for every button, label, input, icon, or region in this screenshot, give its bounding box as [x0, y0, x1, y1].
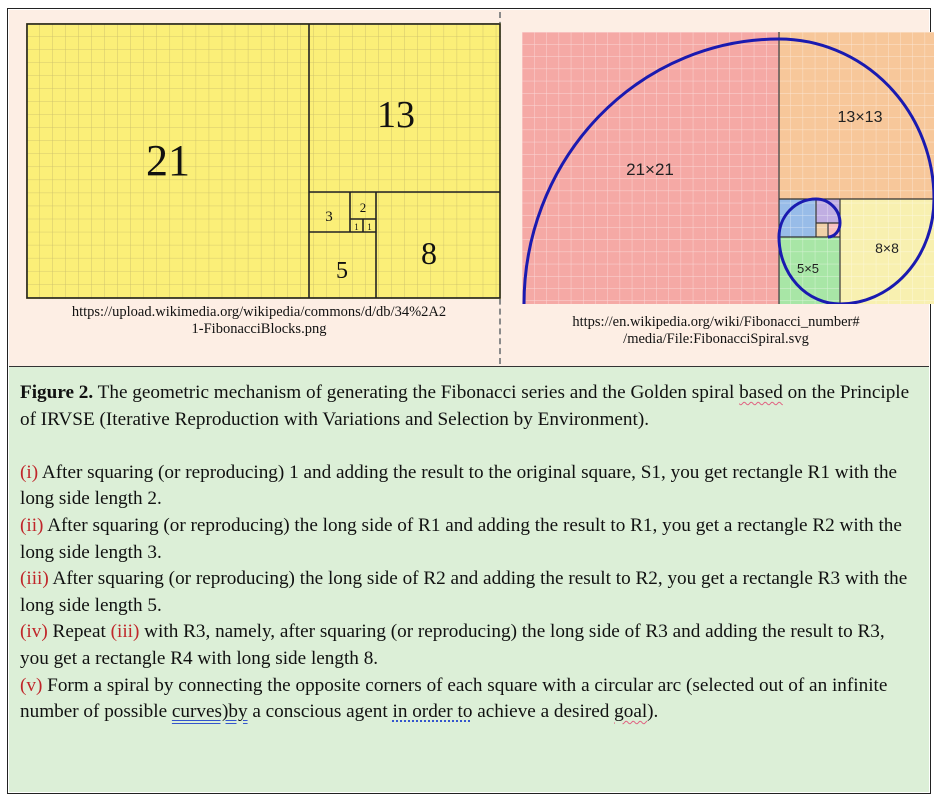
block-label-1a: 1 [354, 222, 359, 232]
item-number: (iv) [20, 621, 48, 643]
grammar-curves: curves)by [171, 701, 248, 723]
block-label-3: 3 [325, 209, 333, 225]
block-label-8: 8 [421, 235, 437, 271]
block-label-13: 13 [377, 94, 415, 136]
caption-item-v: (v) Form a spiral by connecting the opposite corners of each square with a circular arc (selected out of an infinite number of possible curves)by a conscious agent in order to achieve a desired goal). [20, 674, 888, 723]
caption-item-iv: (iv) Repeat (iii) with R3, namely, after squaring (or reproducing) the long side of R3 and adding the result to R3, you get a rectangle R4 with long side length 8. [20, 621, 885, 669]
spiral-label-8: 8×8 [875, 240, 899, 256]
caption-item-iii: (iii) After squaring (or reproducing) the long side of R2 and adding the result to R2, you get a rectangle R3 with the long side length 5. [20, 568, 908, 616]
figure-caption [20, 380, 915, 726]
right-image-source [506, 314, 926, 348]
style-in-order-to: in order to [392, 701, 473, 723]
block-label-5: 5 [336, 258, 348, 284]
spiral-label-21: 21×21 [626, 160, 674, 179]
spellcheck-based: based [739, 382, 783, 403]
left-source-line2: 1-FibonacciBlocks.png [191, 321, 327, 337]
spiral-label-13: 13×13 [837, 109, 883, 126]
item-number: (ii) [20, 514, 44, 536]
spellcheck-goal: goal [614, 701, 648, 723]
right-source-line1: https://en.wikipedia.org/wiki/Fibonacci_number# [572, 314, 860, 330]
left-image-source [20, 304, 498, 338]
fibonacci-blocks-image [26, 23, 501, 299]
item-number: (iii) [20, 568, 49, 590]
caption-item-ii: (ii) After squaring (or reproducing) the long side of R1 and adding the result to R1, you get a rectangle R2 with the long side length 3. [20, 514, 902, 563]
caption-item-i: (i) After squaring (or reproducing) 1 and adding the result to the original square, S1, you get rectangle R1 with the long side length 2. [20, 461, 898, 510]
item-number: (i) [20, 461, 39, 483]
fibonacci-spiral-image [522, 32, 934, 304]
item-reference: (iii) [110, 621, 140, 643]
right-source-line2: /media/File:FibonacciSpiral.svg [623, 331, 809, 347]
figure-label: Figure 2. [20, 382, 94, 403]
spiral-label-5: 5×5 [796, 261, 820, 276]
block-label-1b: 1 [367, 222, 372, 232]
caption-title: Figure 2. The geometric mechanism of generating the Fibonacci series and the Golden spiral based on the Principle of IRVSE (Iterative Reproduction with Variations and Selection by Environment). [20, 382, 910, 430]
block-label-2: 2 [359, 200, 367, 215]
block-label-21: 21 [146, 136, 190, 185]
item-number: (v) [20, 674, 43, 696]
left-source-line1: https://upload.wikimedia.org/wikipedia/commons/d/db/34%2A2 [71, 304, 447, 320]
